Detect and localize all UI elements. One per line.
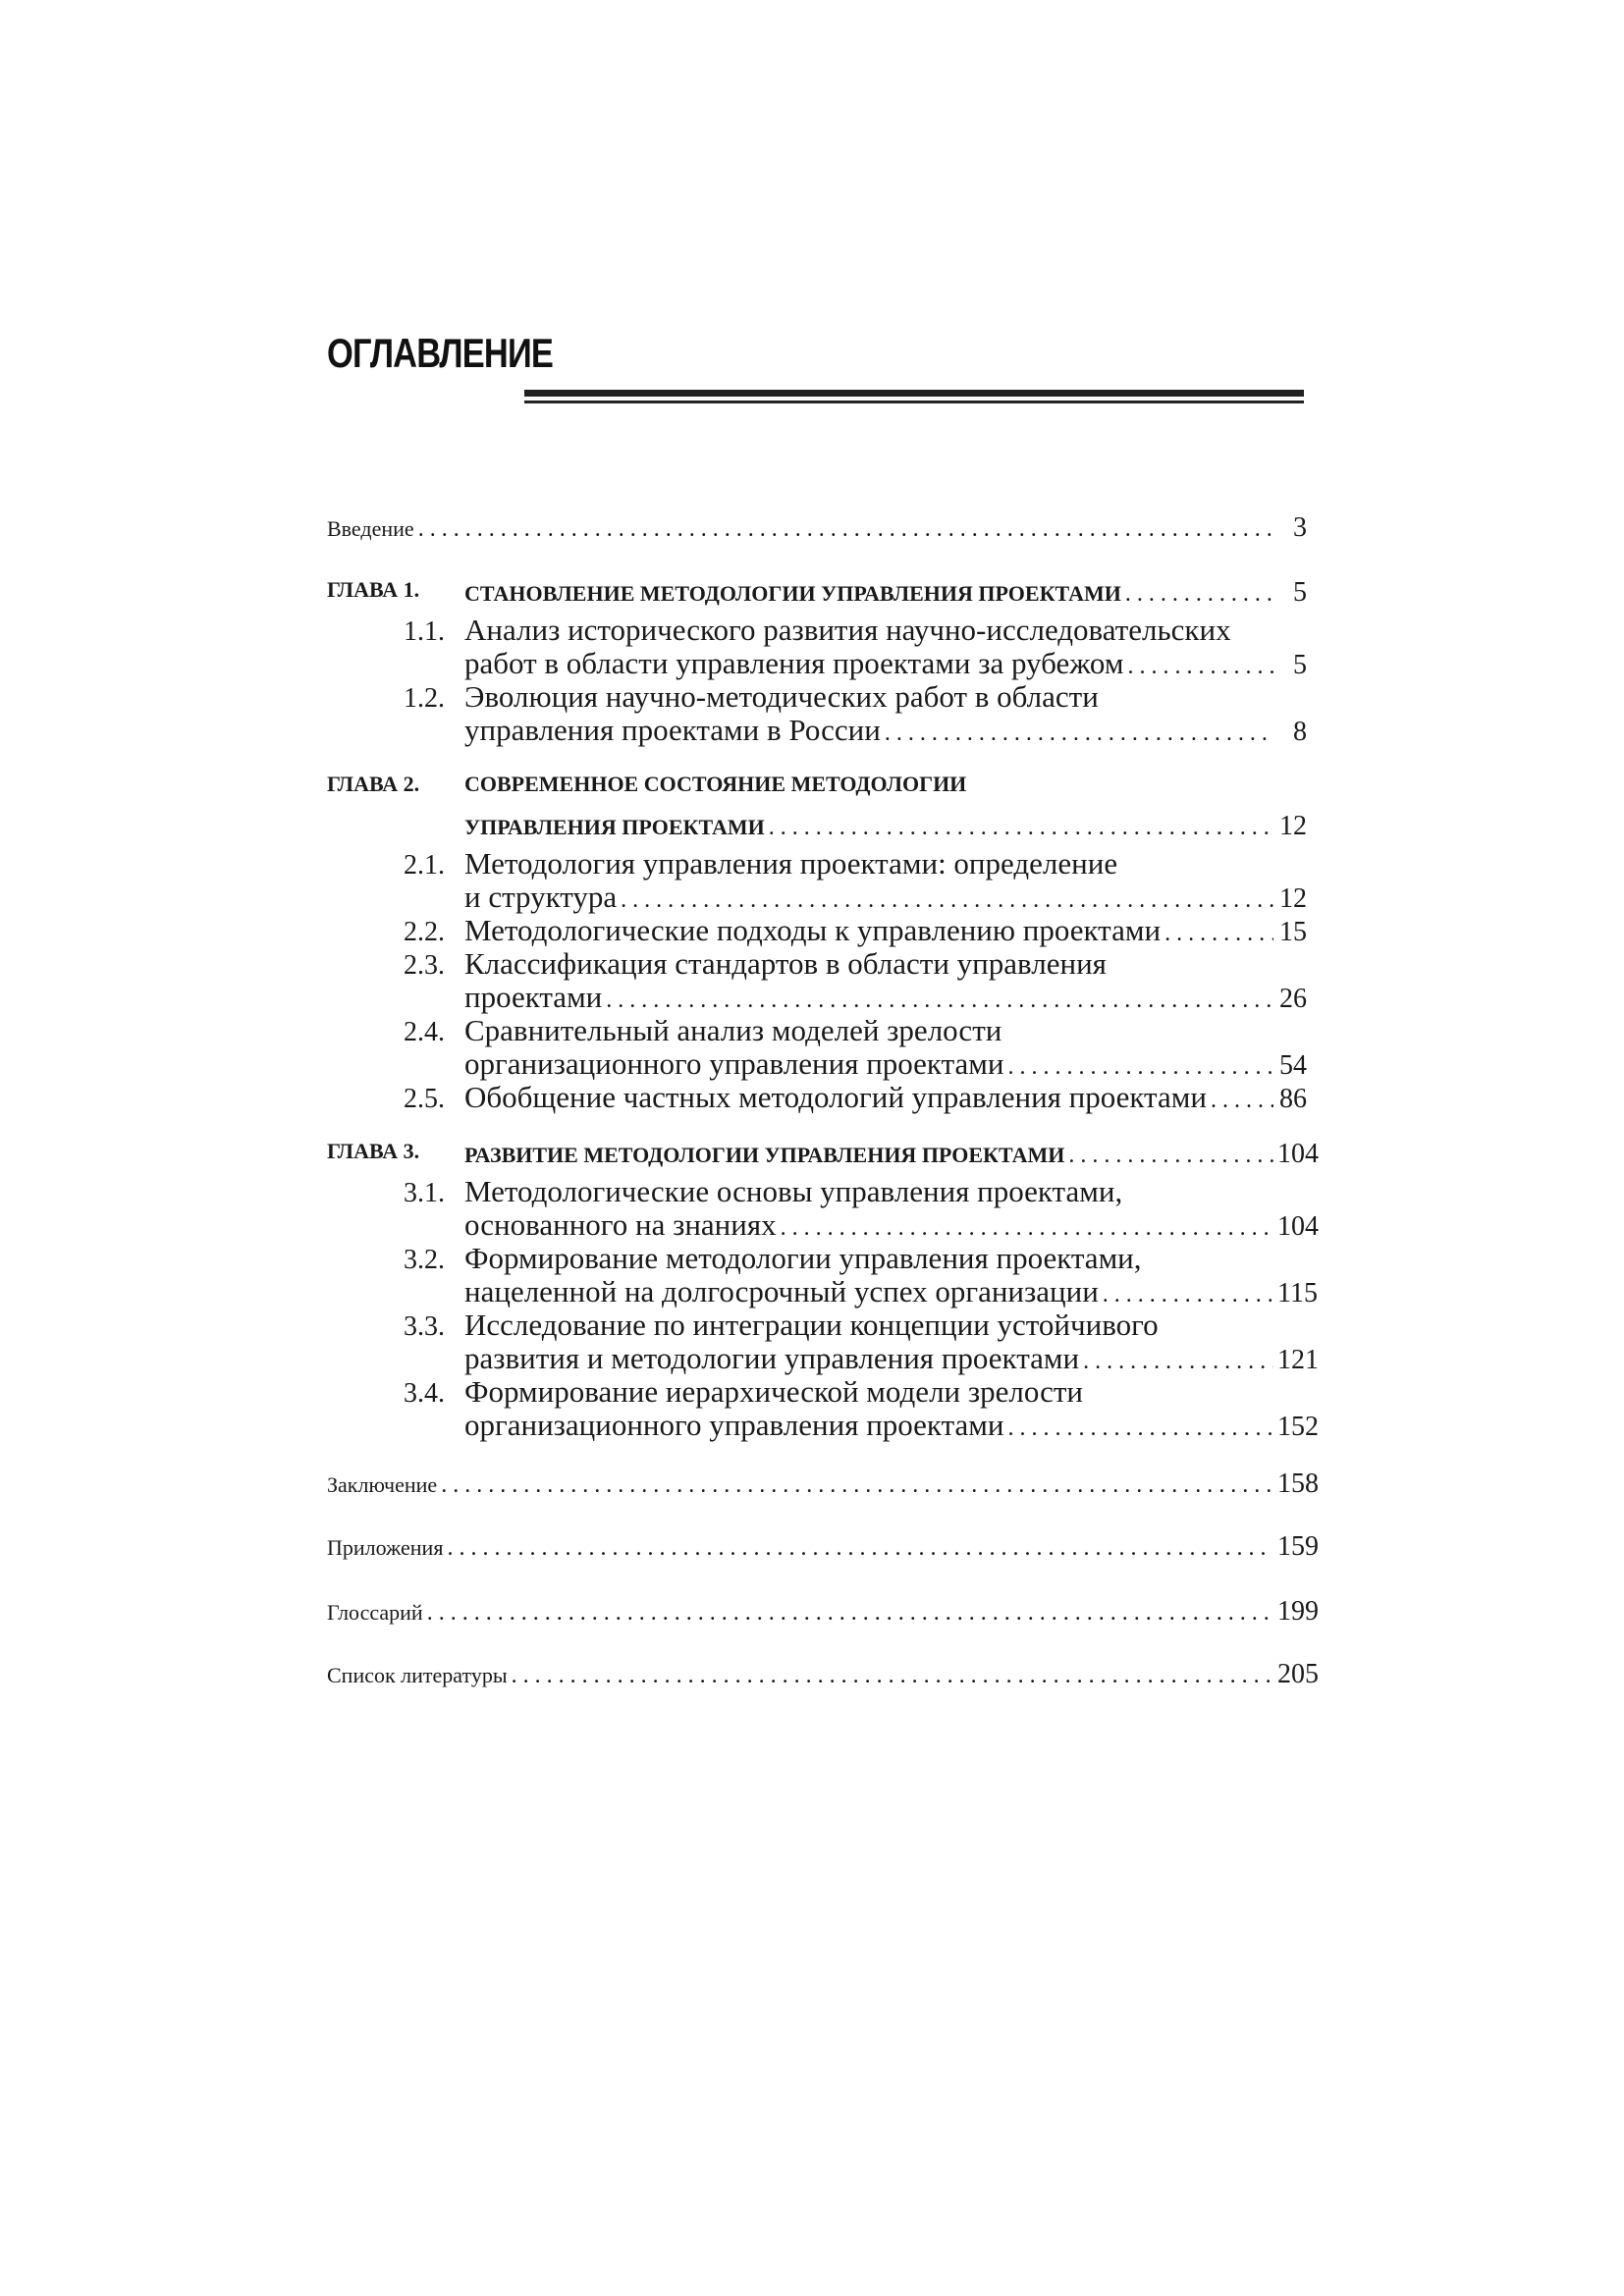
section-title-line: и структура bbox=[464, 880, 618, 914]
toc-section-2-2[interactable] bbox=[464, 913, 1307, 948]
toc-page-number: 5 bbox=[1293, 577, 1307, 608]
toc-page-number: 3 bbox=[1293, 512, 1307, 543]
toc-entry-label: Приложения bbox=[327, 1535, 444, 1560]
toc-section-2-5[interactable] bbox=[464, 1080, 1307, 1115]
toc-page-number: 199 bbox=[1277, 1596, 1319, 1627]
toc-entry-label: Введение bbox=[327, 516, 414, 541]
section-number: 2.1. bbox=[404, 850, 445, 881]
dot-leader bbox=[781, 1215, 1273, 1242]
dot-leader bbox=[885, 721, 1273, 747]
toc-section-1-2[interactable] bbox=[464, 713, 1307, 748]
toc-page-number: 104 bbox=[1277, 1211, 1319, 1242]
toc-page-number: 104 bbox=[1277, 1139, 1319, 1169]
section-title-line[interactable]: Формирование иерархической модели зрелости bbox=[464, 1374, 1084, 1409]
section-title-line: управления проектами в России bbox=[464, 713, 881, 747]
dot-leader bbox=[1211, 1088, 1273, 1114]
dot-leader bbox=[1083, 1349, 1273, 1375]
dot-leader bbox=[1103, 1282, 1273, 1308]
toc-page-number: 5 bbox=[1293, 650, 1307, 680]
toc-entry-intro[interactable] bbox=[327, 512, 1307, 544]
section-title-line[interactable]: Формирование методологии управления проектами, bbox=[464, 1241, 1142, 1275]
toc-page-number: 205 bbox=[1277, 1659, 1319, 1689]
chapter-label: ГЛАВА 2. bbox=[327, 772, 420, 796]
dot-leader bbox=[512, 1663, 1273, 1689]
section-number: 2.5. bbox=[404, 1084, 445, 1114]
section-title-line[interactable]: Методологические основы управления проектами, bbox=[464, 1174, 1123, 1208]
section-title-line: нацеленной на долгосрочный успех организации bbox=[464, 1274, 1099, 1308]
toc-page-number: 86 bbox=[1279, 1084, 1307, 1114]
toc-chapter-1[interactable] bbox=[327, 577, 1307, 609]
dot-leader bbox=[1068, 1143, 1273, 1169]
section-title-line: Обобщение частных методологий управления проектами bbox=[464, 1080, 1207, 1114]
dot-leader bbox=[1125, 581, 1273, 608]
dot-leader bbox=[441, 1472, 1273, 1499]
chapter-title[interactable]: СОВРЕМЕННОЕ СОСТОЯНИЕ МЕТОДОЛОГИИ bbox=[464, 772, 967, 796]
toc-section-2-3[interactable] bbox=[464, 980, 1307, 1015]
toc-entry-appendices[interactable] bbox=[327, 1531, 1319, 1563]
section-title-line: работ в области управления проектами за рубежом bbox=[464, 646, 1124, 680]
dot-leader bbox=[1164, 921, 1273, 947]
toc-section-3-4[interactable] bbox=[464, 1408, 1319, 1443]
section-title-line: развития и методологии управления проектами bbox=[464, 1341, 1080, 1375]
section-title-line: Методологические подходы к управлению проектами bbox=[464, 913, 1162, 947]
section-number: 2.2. bbox=[404, 917, 445, 947]
toc-page-number: 26 bbox=[1279, 984, 1307, 1014]
toc-page-number: 159 bbox=[1277, 1531, 1319, 1562]
dot-leader bbox=[427, 1600, 1273, 1627]
toc-entry-glossary[interactable] bbox=[327, 1596, 1319, 1628]
section-number: 3.2. bbox=[404, 1245, 445, 1275]
chapter-label: ГЛАВА 1. bbox=[327, 577, 420, 602]
toc-page-number: 54 bbox=[1279, 1050, 1307, 1081]
section-title-line[interactable]: Методология управления проектами: определение bbox=[464, 846, 1118, 881]
section-title-line: организационного управления проектами bbox=[464, 1408, 1004, 1442]
section-title-line[interactable]: Эволюция научно-методических работ в области bbox=[464, 679, 1099, 714]
section-title-line[interactable]: Исследование по интеграции концепции устойчивого bbox=[464, 1308, 1159, 1342]
dot-leader bbox=[606, 988, 1273, 1014]
toc-entry-label: Глоссарий bbox=[327, 1600, 423, 1625]
section-number: 3.1. bbox=[404, 1178, 445, 1208]
section-title-line: основанного на знаниях bbox=[464, 1207, 777, 1242]
toc-section-3-1[interactable] bbox=[464, 1207, 1319, 1243]
toc-section-3-2[interactable] bbox=[464, 1274, 1318, 1309]
section-title-line[interactable]: Сравнительный анализ моделей зрелости bbox=[464, 1013, 1002, 1047]
section-number: 2.4. bbox=[404, 1017, 445, 1047]
toc-entry-label: Список литературы bbox=[327, 1663, 508, 1687]
section-number: 1.1. bbox=[404, 616, 445, 647]
chapter-label: ГЛАВА 3. bbox=[327, 1139, 420, 1163]
toc-section-2-4[interactable] bbox=[464, 1046, 1307, 1082]
dot-leader bbox=[418, 516, 1273, 543]
toc-chapter-3[interactable] bbox=[327, 1139, 1319, 1170]
toc-page-number: 12 bbox=[1279, 883, 1307, 914]
chapter-title: УПРАВЛЕНИЯ ПРОЕКТАМИ bbox=[464, 815, 765, 839]
section-number: 3.4. bbox=[404, 1378, 445, 1409]
chapter-title: СТАНОВЛЕНИЕ МЕТОДОЛОГИИ УПРАВЛЕНИЯ ПРОЕКТАМИ bbox=[464, 581, 1121, 606]
section-title-line[interactable]: Анализ исторического развития научно-исследовательских bbox=[464, 613, 1231, 647]
toc-page-number: 121 bbox=[1277, 1345, 1319, 1375]
toc-page-number: 15 bbox=[1279, 917, 1307, 947]
title-rule-thin bbox=[524, 400, 1304, 403]
section-title-line: проектами bbox=[464, 980, 603, 1014]
toc-entry-conclusion[interactable] bbox=[327, 1468, 1319, 1500]
toc-entry-label: Заключение bbox=[327, 1472, 438, 1497]
toc-section-2-1[interactable] bbox=[464, 880, 1307, 915]
toc-page-number: 158 bbox=[1277, 1468, 1319, 1499]
dot-leader bbox=[1007, 1415, 1273, 1442]
dot-leader bbox=[1127, 654, 1273, 680]
section-title-line: организационного управления проектами bbox=[464, 1046, 1004, 1081]
toc-page-number: 12 bbox=[1279, 811, 1307, 841]
toc-section-1-1[interactable] bbox=[464, 646, 1307, 681]
toc-chapter-2[interactable] bbox=[464, 811, 1307, 842]
section-number: 1.2. bbox=[404, 683, 445, 714]
section-number: 3.3. bbox=[404, 1311, 445, 1342]
page-title: ОГЛАВЛЕНИЕ bbox=[327, 330, 554, 376]
dot-leader bbox=[1007, 1054, 1273, 1081]
toc-page-number: 152 bbox=[1277, 1412, 1319, 1442]
toc-page-number: 8 bbox=[1293, 717, 1307, 747]
toc-section-3-3[interactable] bbox=[464, 1341, 1319, 1376]
dot-leader bbox=[447, 1535, 1273, 1562]
title-rule-thick bbox=[524, 390, 1304, 397]
toc-page-number: 115 bbox=[1277, 1278, 1318, 1308]
section-number: 2.3. bbox=[404, 950, 445, 981]
section-title-line[interactable]: Классификация стандартов в области управления bbox=[464, 946, 1107, 981]
chapter-title: РАЗВИТИЕ МЕТОДОЛОГИИ УПРАВЛЕНИЯ ПРОЕКТАМИ bbox=[464, 1143, 1065, 1167]
toc-entry-references[interactable] bbox=[327, 1659, 1319, 1690]
dot-leader bbox=[621, 887, 1273, 914]
dot-leader bbox=[769, 815, 1273, 841]
